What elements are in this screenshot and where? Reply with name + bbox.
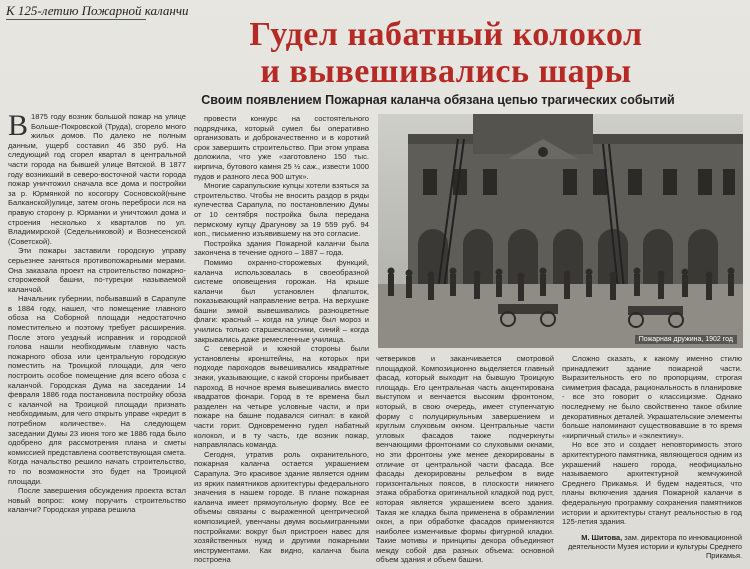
headline xyxy=(148,16,744,90)
author-signature xyxy=(562,533,742,560)
paragraph: Помимо охранно-сторожевых функций, каланча использовалась в своеобразной системе оповещения горожан. На крыше каланчи был установлен флагшток, показывающий направление ветра. На верхушке башни зимой вывешивались разноцветные флаги: красный – когда на улице был мороз и учились только старшеклассники, синий – когда закрывались даже ремесленные училища. xyxy=(194,257,369,344)
paragraph: четвериков и заканчивается смотровой площадкой. Композиционно выделяется главный фасад, который выходит на бывшую Троицкую площадь. Его центральная часть акцентирована выступом и венчается высоким фронтоном, который, в свою очередь, имеет ступенчатую форму с полуциркульным завершением и круглым слуховым окном. Центральные части угловых фасадов также подчеркнуты венчающими фронтонами со слуховыми окнами, но эти фронтоны уже менее декорированы в отличие от центральной части фасада. Все фасады декорированы рельефом в виде горизонтальных поясов, в плоскости нижнего этажа обработка оригинальной кладкой под руст, которая является украшением всего здания. Такая же кладка была применена в обрамлении окон, а при обработке фасадов применяются наиболее изменчивые формы фигурной кладки. Такие мотивы и принципы декора объединяют между собой два разных объема: основной объем здания и объем башни. xyxy=(376,354,554,565)
author-role: зам. директора по инновационной деятельности Музея истории и культуры Среднего Прикамья. xyxy=(568,533,742,560)
article-column-2 xyxy=(194,114,369,568)
paragraph: С северной и южной стороны были установлены кронштейны, на которых при подходе пароходов вывешивались квадратные знаки, указывающие, с какой стороны прибывает пароход. В ночное время вывешивались вместо квадратов фонари. Город в те времена был разделен на четыре условные части, и при пожаре на башне подавался сигнал: в какой части горит. Одновременно гудел набатный колокол, и в ту часть, где возник пожар, направлялась команда. xyxy=(194,344,369,450)
paragraph: Постройка здания Пожарной каланчи была закончена в течение одного – 1887 – года. xyxy=(194,238,369,258)
rubric: К 125-летию Пожарной каланчи xyxy=(6,3,189,18)
headline-line-1: Гудел набатный колокол xyxy=(249,16,643,53)
paragraph: Сегодня, утратив роль охранительного, пожарная каланча остается украшением Сарапула. Это красивое здание является одним из ярких памятников архитектуры федерального значения в нашем городе. В плане пожарная каланча имеет прямоугольную форму. Все ее объемы связаны с выраженной центрической композицией, увенчаны двумя восьмигранными постройками: вокруг был пристроен навес для хозяйственных нужд и другими пожарными инструментами. Как видно, каланча была построена xyxy=(194,449,369,565)
historic-photo xyxy=(378,114,743,348)
paragraph-text: 1875 году возник большой пожар на улице Больше-Покровской (Труда), сгорело много жилых домов. По далеко не полным данным, ущерб составил 46 350 руб. На следующий год сгорел квартал в центральной части города на бывшей улице Вятской. В 1877 году возникший в северо-восточной части города пожар уничтожил сначала все дома и постройки за р. Юрмянкой по косогору Сосновской(ныне Балканской)улице, затем огонь переброси лся на правую сторону р. Юрманки и уничтожил дома и строения несколько х кварталов по ул. Владимирской (Седельниковой) и Вознесенской (Советской). xyxy=(8,112,186,246)
paragraph xyxy=(8,112,186,246)
paragraph: Но все это и создает неповторимость этого архитектурного памятника, являющегося одним из украшений нашего города, неофициально называемого архитектурной жемчужиной Среднего Прикамья. И будем надеяться, что планы включения здания Пожарной каланчи в федеральную программу сохранения памятников истории и архитектуры станут реальностью в год 125-летия здания. xyxy=(562,440,742,527)
paragraph: После завершения обсуждения проекта встал новый вопрос: кому поручить строительство каланчи? Городская управа решила xyxy=(8,486,186,515)
author-name: М. Шитова, xyxy=(581,533,623,542)
rubric-underline xyxy=(6,19,146,20)
photo-caption: Пожарная дружина, 1902 год xyxy=(635,335,737,344)
headline-line-2: и вывешивались шары xyxy=(260,53,632,90)
paragraph: Сложно сказать, к какому именно стилю принадлежит здание пожарной части. Выразительность его по пропорциям, строгая симметрия фасада, рациональность в планировке - все это говорит о классицизме. Однако последнему не было свойственно такое обилие декоративных деталей. Украшательские элементы больше напоминают существовавшие в то время «кирпичный стиль» и «эклектику». xyxy=(562,354,742,440)
article-column-4 xyxy=(562,354,742,530)
subtitle: Своим появлением Пожарная каланча обязана цепью трагических событий xyxy=(201,93,675,107)
fire-brigade-photo-illustration xyxy=(378,114,743,348)
paragraph: Эти пожары заставили городскую управу серьезнее заняться противопожарными мерами. Она заказала проект на строительство пожарно-сторожевой башни, по-турецки называемой каланчой. xyxy=(8,246,186,294)
paragraph: провести конкурс на состоятельного подрядчика, который сумел бы оперативно организовать и доброкачественно и в короткий срок завершить строительство. При этом управа доложила, что уже «заготовлено 150 тыс. кирпича, бутового камня 25 ½ саж., извести 1000 пудов и разного леса 900 штук». xyxy=(194,114,369,181)
paragraph: Многие сарапульские купцы хотели взяться за строительство. Чтобы не вносить раздор в ряды купечества Сарапула, по постановлению Думы от 10 сентября постройка была передана пермскому купцу Драгунову за 19 559 руб. 94 коп., письменно изъявившему на это согласие. xyxy=(194,181,369,239)
article-column-1 xyxy=(8,112,186,568)
paragraph: Начальник губернии, побывавший в Сарапуле в 1884 году, нашел, что помещение главного обоза на Соборной площади недостаточно поместительно и поэтому требует расширения. После этого уездный исправник и городской голова нашли необходимым главную часть пожарного обоза или центральную городскую поместить на Троицкой площади, для чего построить особое помещение для всего обоза с каланчой. Городская Дума на заседании 14 февраля 1886 года постановила постройку обоза с каланчой на Троицкой площади признать необходимым, для чего открыть управе «кредит в потребном количестве». На следующем заседании Думы 23 июня того же 1886 года было одобрено для рассмотрения плана и сметы комиссией представлена соответствующая смета. Когда начальство решило начать строительство, то по возможности это будет на Троицкой площади. xyxy=(8,294,186,486)
article-column-3 xyxy=(376,354,554,568)
drop-cap: В xyxy=(8,112,29,142)
